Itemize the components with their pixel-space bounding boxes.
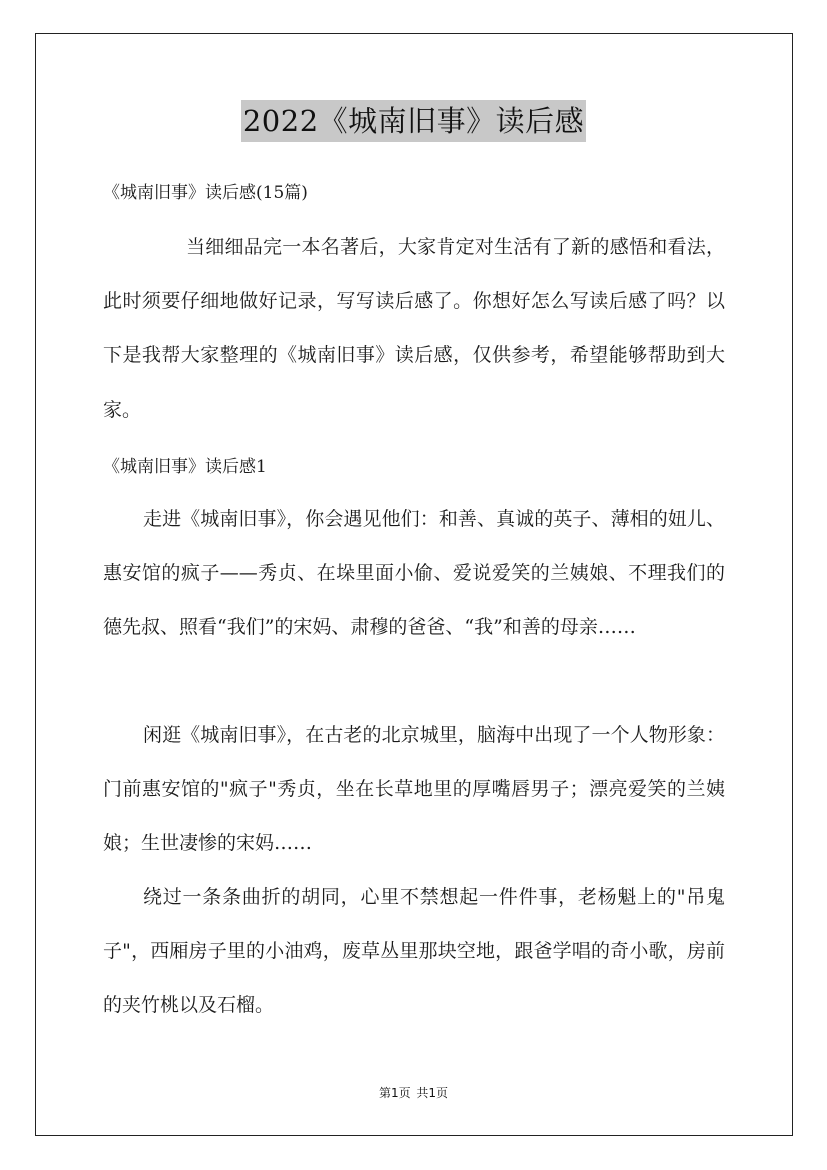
page-total: 共1页 bbox=[416, 1086, 449, 1100]
body-paragraph-1: 走进《城南旧事》，你会遇见他们：和善、真诚的英子、薄相的妞儿、惠安馆的疯子——秀贞、在垛里面小偷、爱说爱笑的兰姨娘、不理我们的德先叔、照看“我们”的宋妈、肃穆的爸爸、“我”和善的母亲…… bbox=[103, 508, 725, 639]
intro-paragraph: 当细细品完一本名著后，大家肯定对生活有了新的感悟和看法，此时须要仔细地做好记录，写写读后感了。你想好怎么写读后感了吗？以下是我帮大家整理的《城南旧事》读后感，仅供参考，希望能够帮助到大家。 bbox=[103, 236, 725, 421]
title-container bbox=[0, 100, 827, 142]
document-subtitle: 《城南旧事》读后感(15篇) bbox=[103, 183, 308, 203]
page-footer bbox=[0, 1084, 827, 1101]
document-title: 2022《城南旧事》读后感 bbox=[241, 100, 586, 142]
section-heading: 《城南旧事》读后感1 bbox=[103, 457, 267, 477]
body-paragraph-2: 闲逛《城南旧事》，在古老的北京城里，脑海中出现了一个人物形象：门前惠安馆的"疯子"秀贞，坐在长草地里的厚嘴唇男子；漂亮爱笑的兰姨娘；生世凄惨的宋妈…… bbox=[103, 724, 725, 855]
page-number: 第1页 bbox=[378, 1086, 411, 1100]
body-paragraph-3: 绕过一条条曲折的胡同，心里不禁想起一件件事，老杨魁上的"吊鬼子"，西厢房子里的小油鸡，废草丛里那块空地，跟爸学唱的奇小歌，房前的夹竹桃以及石榴。 bbox=[103, 886, 725, 1017]
